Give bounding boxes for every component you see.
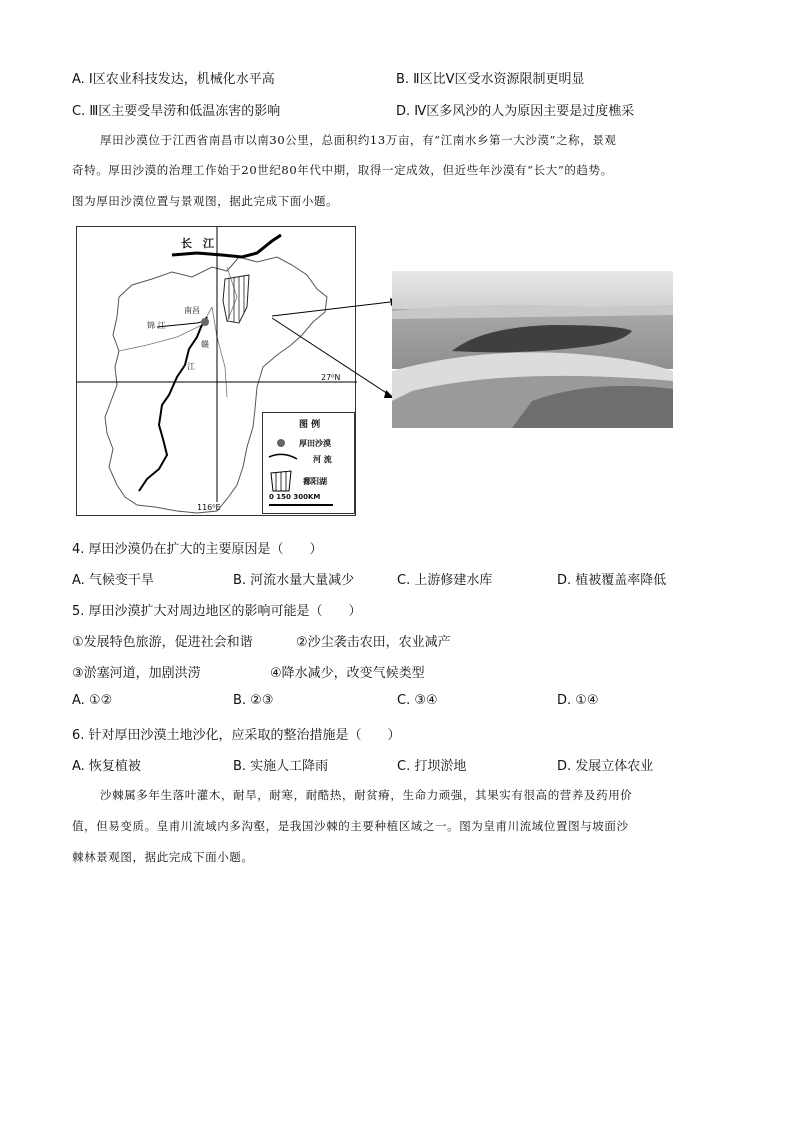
q5-option-c: C. ③④ <box>397 693 438 708</box>
q4-option-b: B. 河流水量大量减少 <box>233 573 355 588</box>
q4-stem: 4. 厚田沙漠仍在扩大的主要原因是（ ） <box>72 542 323 557</box>
q6-option-d: D. 发展立体农业 <box>557 759 654 774</box>
q3-option-a: A. Ⅰ区农业科技发达，机械化水平高 <box>72 72 275 87</box>
q6-option-c: C. 打坝淤地 <box>397 759 467 774</box>
q5-statement-2: ②沙尘袭击农田，农业减产 <box>296 635 451 650</box>
passage2-line-2: 值，但易变质。皇甫川流域内多沟壑，是我国沙棘的主要种植区域之一。图为皇甫川流域位置图与坡面沙 <box>72 819 629 833</box>
q5-statement-3: ③淤塞河道，加剧洪涝 <box>72 666 201 681</box>
passage2-line-3: 棘林景观图，据此完成下面小题。 <box>72 850 254 864</box>
passage1-line-1: 厚田沙漠位于江西省南昌市以南30公里，总面积约13万亩，有“江南水乡第一大沙漠”之称，景观 <box>100 133 617 147</box>
q3-option-d: D. Ⅳ区多风沙的人为原因主要是过度樵采 <box>396 104 635 119</box>
passage2-line-1: 沙棘属多年生落叶灌木，耐旱，耐寒，耐酷热，耐贫瘠，生命力顽强，其果实有很高的营养及药用价 <box>100 788 633 802</box>
q3-option-b: B. Ⅱ区比Ⅴ区受水资源限制更明显 <box>396 72 585 87</box>
q6-option-b: B. 实施人工降雨 <box>233 759 329 774</box>
q5-option-d: D. ①④ <box>557 693 599 708</box>
q3-option-c: C. Ⅲ区主要受旱涝和低温冻害的影响 <box>72 104 281 119</box>
nanchang-label: 南昌 <box>184 306 200 315</box>
legend-desert: 厚田沙漠 <box>299 439 331 448</box>
q5-option-b: B. ②③ <box>233 693 274 708</box>
q4-option-d: D. 植被覆盖率降低 <box>557 573 667 588</box>
q5-stem: 5. 厚田沙漠扩大对周边地区的影响可能是（ ） <box>72 604 362 619</box>
legend-lake: 鄱阳湖 <box>303 477 327 486</box>
scale-bar-label: 0 150 300KM <box>269 493 321 501</box>
ganjiang-label-1: 赣 <box>201 340 209 349</box>
passage1-line-3: 图为厚田沙漠位置与景观图，据此完成下面小题。 <box>72 194 339 208</box>
legend-title: 图 例 <box>299 420 321 430</box>
ganjiang-label-2: 江 <box>187 362 195 371</box>
pointer-arrows <box>270 290 400 410</box>
jinjiang-label: 锦 江 <box>147 321 166 330</box>
latitude-label: 27⁰N <box>321 373 341 382</box>
q5-statement-4: ④降水减少，改变气候类型 <box>270 666 425 681</box>
map-legend <box>262 412 355 514</box>
q4-option-c: C. 上游修建水库 <box>397 573 493 588</box>
q5-option-a: A. ①② <box>72 693 113 708</box>
legend-river: 河 流 <box>313 455 332 464</box>
yangtze-label: 长 江 <box>181 237 214 250</box>
longitude-label: 116⁰E <box>197 503 221 512</box>
q6-stem: 6. 针对厚田沙漠土地沙化，应采取的整治措施是（ ） <box>72 728 401 743</box>
desert-landscape-photo <box>392 271 673 428</box>
q5-statement-1: ①发展特色旅游，促进社会和谐 <box>72 635 253 650</box>
q6-option-a: A. 恢复植被 <box>72 759 141 774</box>
q4-option-a: A. 气候变干旱 <box>72 573 154 588</box>
passage1-line-2: 奇特。厚田沙漠的治理工作始于20世纪80年代中期，取得一定成效，但近些年沙漠有“长大”的趋势。 <box>72 163 613 177</box>
